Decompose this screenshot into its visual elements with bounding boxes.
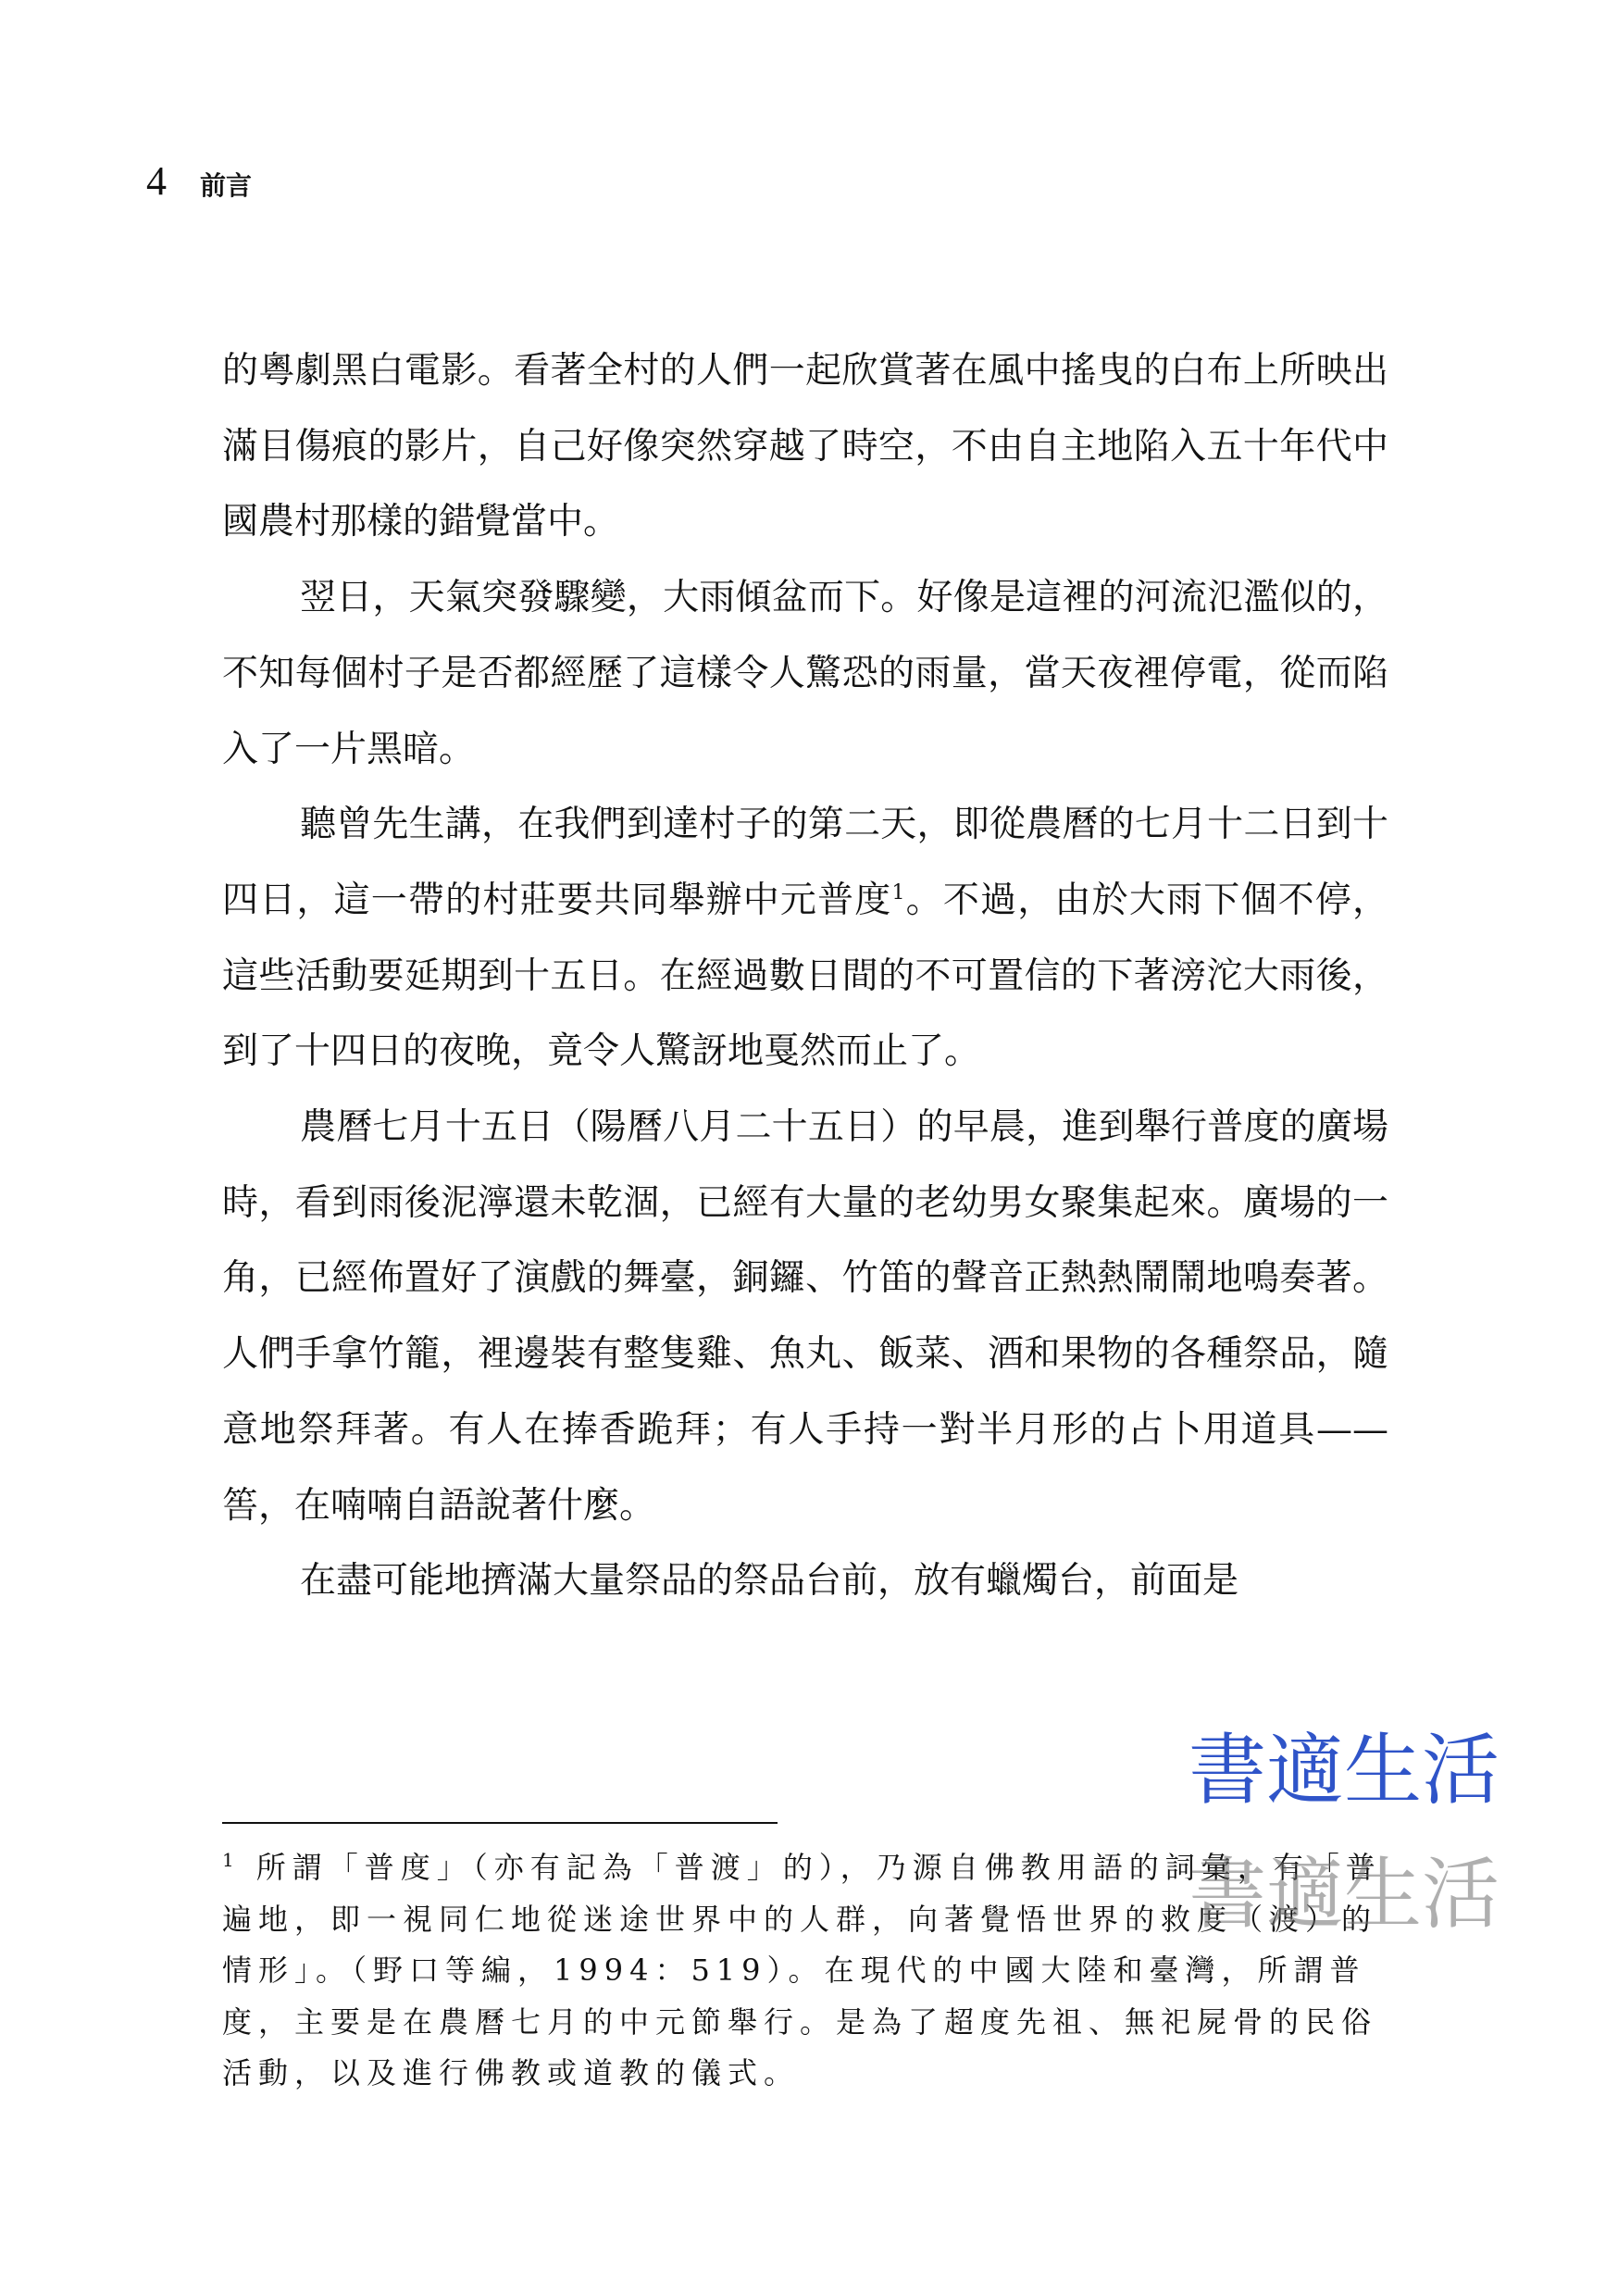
paragraph: 農曆七月十五日（陽曆八月二十五日）的早晨，進到舉行普度的廣場時，看到雨後泥濘還未乾涸，已經有大量的老幼男女聚集起來。廣場的一角，已經佈置好了演戲的舞臺，銅鑼、竹笛的聲音正熱熱鬧鬧地鳴奏著。人們手拿竹籠，裡邊裝有整隻雞、魚丸、飯菜、酒和果物的各種祭品，隨意地祭拜著。有人在捧香跪拜；有人手持一對半月形的占卜用道具——筶，在喃喃自語說著什麼。 [222, 1106, 1388, 1527]
paragraph: 翌日，天氣突發驟變，大雨傾盆而下。好像是這裡的河流氾濫似的，不知每個村子是否都經歷了這樣令人驚恐的雨量，當天夜裡停電，從而陷入了一片黑暗。 [222, 577, 1388, 770]
paragraph-continued: 的粵劇黑白電影。看著全村的人們一起欣賞著在風中搖曳的白布上所映出滿目傷痕的影片，自己好像突然穿越了時空，不由自主地陷入五十年代中國農村那樣的錯覺當中。 [222, 350, 1388, 543]
footnote-reference[interactable]: 1 [891, 880, 905, 905]
footnote-text: 所謂「普度」（亦有記為「普渡」的），乃源自佛教用語的詞彙，有「普遍地，即一視同仁地從迷途世界中的人群，向著覺悟世界的救度（渡）的情形」。（野口等編，1994：519）。在現代的中國大陸和臺灣，所謂普度，主要是在農曆七月的中元節舉行。是為了超度先祖、無祀屍骨的民俗活動，以及進行佛教或道教的儀式。 [222, 1850, 1382, 2091]
page-header [146, 157, 252, 209]
page-number: 4 [146, 158, 167, 204]
paragraph: 在盡可能地擠滿大量祭品的祭品台前，放有蠟燭台，前面是 [300, 1560, 1239, 1603]
watermark-blue: 書適生活 [1189, 1725, 1500, 1816]
paragraph-text-part: 聽曾先生講，在我們到達村子的第二天，即從農曆的七月十二日到十四日，這一帶的村莊要共同舉辦中元普度 [222, 804, 1388, 921]
paragraph-with-footnote [222, 787, 1388, 1090]
watermark-grey: 書適生活 [1189, 1849, 1500, 1940]
footnote-number: 1 [222, 1849, 234, 1872]
running-title: 前言 [200, 170, 253, 201]
footnote-divider [222, 1822, 778, 1824]
main-text [222, 333, 1388, 1619]
paragraph-text-part: 。不過，由於大雨下個不停，這些活動要延期到十五日。在經過數日間的不可置信的下著滂沱大雨後，到了十四日的夜晚，竟令人驚訝地戛然而止了。 [222, 879, 1388, 1073]
